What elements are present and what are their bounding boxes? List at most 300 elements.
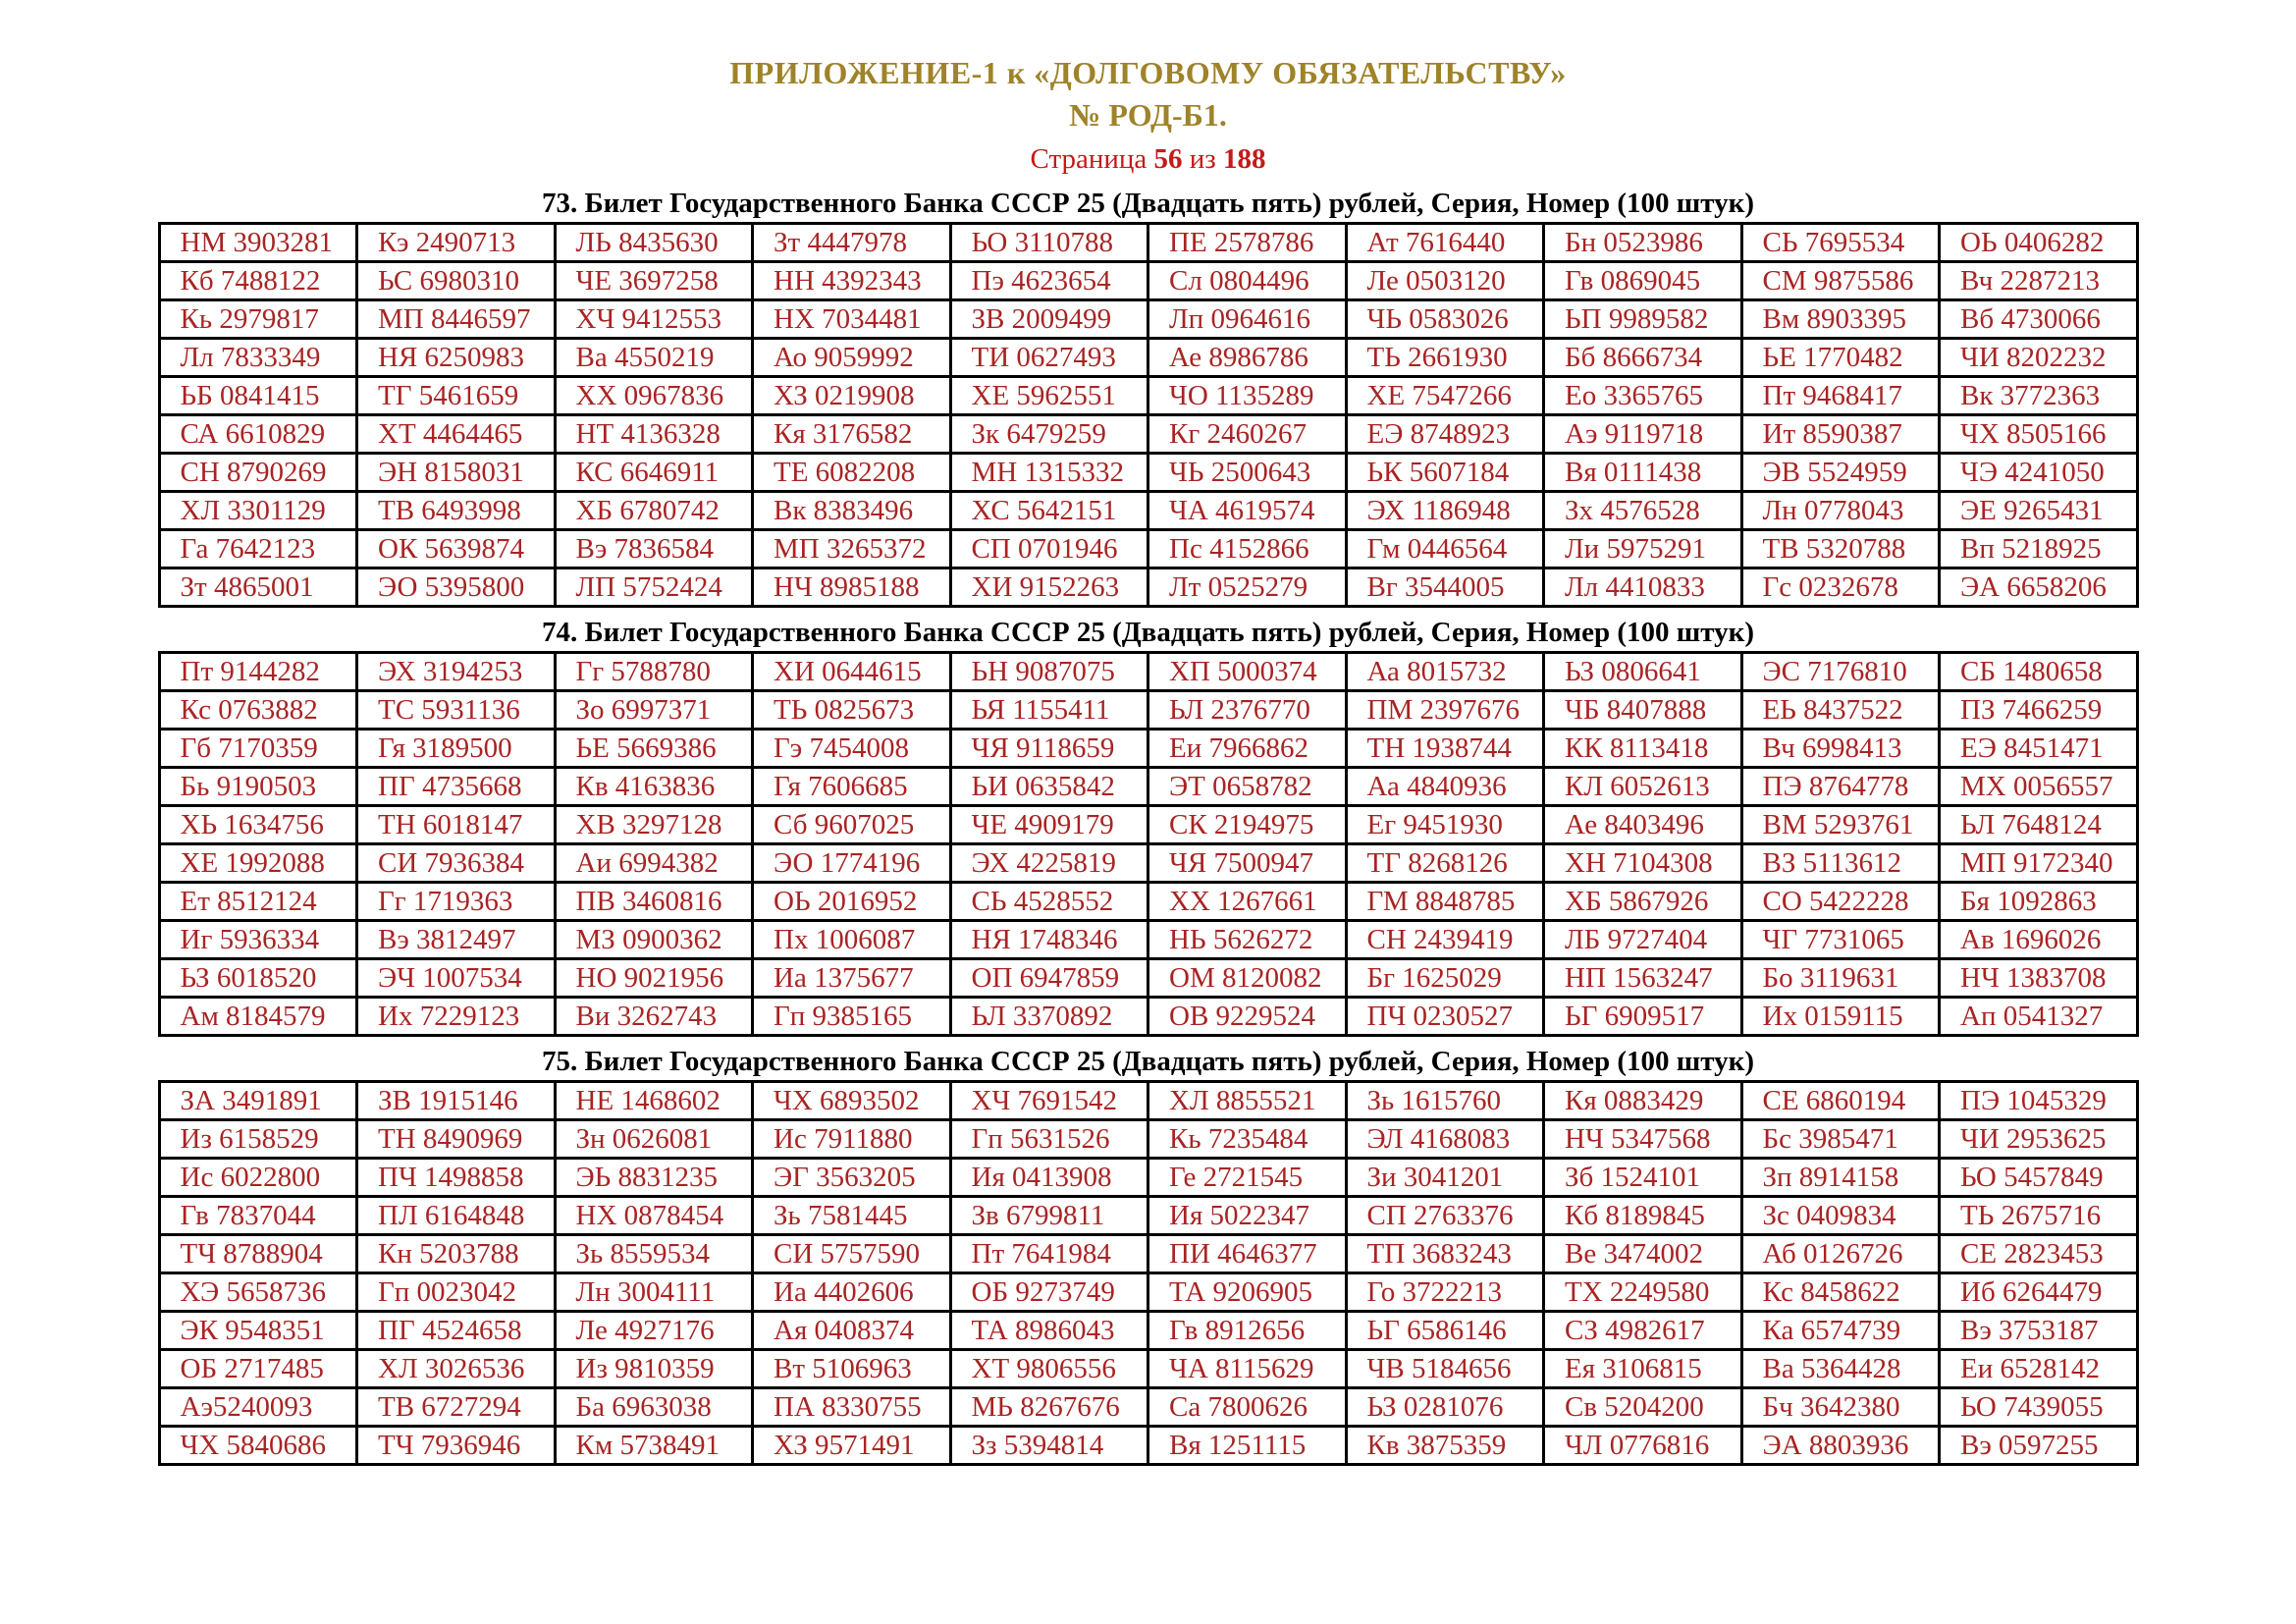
table-row	[159, 377, 2137, 415]
serial-cell: ТЬ 2661930	[1346, 339, 1544, 377]
serial-cell: ХЧ 9412553	[555, 300, 753, 339]
serial-cell: Гб 7170359	[159, 730, 357, 768]
serial-cell: Гм 0446564	[1346, 530, 1544, 568]
serial-cell: ТИ 0627493	[950, 339, 1148, 377]
table-row	[159, 691, 2137, 730]
serial-cell: Кб 7488122	[159, 262, 357, 300]
serial-cell: Бб 8666734	[1544, 339, 1742, 377]
table-row	[159, 806, 2137, 844]
serial-cell: ПЧ 0230527	[1346, 998, 1544, 1036]
serial-cell: ТВ 6493998	[357, 492, 556, 530]
table-row	[159, 454, 2137, 492]
serial-cell: ПЧ 1498858	[357, 1159, 556, 1197]
serial-cell: ЧХ 8505166	[1940, 415, 2138, 454]
serial-cell: Вм 8903395	[1741, 300, 1940, 339]
page-label: Страница	[1030, 143, 1148, 175]
serial-cell: Гв 0869045	[1544, 262, 1742, 300]
serial-cell: Бя 1092863	[1940, 883, 2138, 921]
table-row	[159, 653, 2137, 691]
serial-cell: КС 6646911	[555, 454, 753, 492]
serial-cell: Вя 0111438	[1544, 454, 1742, 492]
serial-cell: СМ 9875586	[1741, 262, 1940, 300]
serial-cell: Гя 7606685	[753, 768, 951, 806]
serial-cell: ЗА 3491891	[159, 1082, 357, 1120]
document-title: ПРИЛОЖЕНИЕ-1 к «ДОЛГОВОМУ ОБЯЗАТЕЛЬСТВУ»	[729, 55, 1567, 90]
serial-cell: Ис 6022800	[159, 1159, 357, 1197]
serial-cell: СЗ 4982617	[1544, 1312, 1742, 1350]
serial-cell: ЗВ 1915146	[357, 1082, 556, 1120]
serial-cell: Аа 8015732	[1346, 653, 1544, 691]
serial-cell: ХИ 0644615	[753, 653, 951, 691]
serial-cell: Вэ 3753187	[1940, 1312, 2138, 1350]
table-74-header: 74. Билет Государственного Банка СССР 25 (Двадцать пять) рублей, Серия, Номер (100 штук)	[541, 617, 1755, 648]
serial-cell: ПЭ 1045329	[1940, 1082, 2138, 1120]
serial-cell: ЭГ 3563205	[753, 1159, 951, 1197]
serial-cell: ЧХ 5840686	[159, 1427, 357, 1465]
serial-cell: ХН 7104308	[1544, 844, 1742, 883]
serial-cell: ХБ 6780742	[555, 492, 753, 530]
serial-cell: СИ 7936384	[357, 844, 556, 883]
serial-cell: Вк 8383496	[753, 492, 951, 530]
serial-cell: Аи 6994382	[555, 844, 753, 883]
serial-cell: НЬ 5626272	[1148, 921, 1347, 959]
serial-cell: ЧЬ 2500643	[1148, 454, 1347, 492]
serial-cell: Бч 3642380	[1741, 1388, 1940, 1427]
serial-cell: Вч 2287213	[1940, 262, 2138, 300]
serial-cell: Км 5738491	[555, 1427, 753, 1465]
serial-cell: Аэ 9119718	[1544, 415, 1742, 454]
serial-cell: ЕЭ 8451471	[1940, 730, 2138, 768]
serial-cell: ЬЛ 7648124	[1940, 806, 2138, 844]
serial-cell: Ео 3365765	[1544, 377, 1742, 415]
serial-cell: ТГ 5461659	[357, 377, 556, 415]
serial-cell: НЯ 1748346	[950, 921, 1148, 959]
serial-cell: Кв 4163836	[555, 768, 753, 806]
serial-cell: ЧЕ 4909179	[950, 806, 1148, 844]
serial-cell: НХ 7034481	[753, 300, 951, 339]
serial-cell: СА 6610829	[159, 415, 357, 454]
table-row	[159, 1120, 2137, 1159]
serial-cell: ЭО 1774196	[753, 844, 951, 883]
serial-cell: ХЕ 1992088	[159, 844, 357, 883]
serial-cell: Сб 9607025	[753, 806, 951, 844]
serial-cell: СН 2439419	[1346, 921, 1544, 959]
serial-cell: ЧГ 7731065	[1741, 921, 1940, 959]
serial-cell: Лл 4410833	[1544, 568, 1742, 607]
serial-cell: МЬ 8267676	[950, 1388, 1148, 1427]
table-row	[159, 730, 2137, 768]
table-row	[159, 959, 2137, 998]
serial-cell: ТВ 6727294	[357, 1388, 556, 1427]
serial-cell: Го 3722213	[1346, 1273, 1544, 1312]
serial-cell: ЬЗ 0281076	[1346, 1388, 1544, 1427]
serial-cell: Кв 3875359	[1346, 1427, 1544, 1465]
serial-cell: ТА 9206905	[1148, 1273, 1347, 1312]
serial-cell: Гг 5788780	[555, 653, 753, 691]
serial-cell: Гэ 7454008	[753, 730, 951, 768]
serial-cell: ОП 6947859	[950, 959, 1148, 998]
serial-cell: ЬО 5457849	[1940, 1159, 2138, 1197]
serial-cell: Гп 9385165	[753, 998, 951, 1036]
serial-cell: Гв 7837044	[159, 1197, 357, 1235]
serial-cell: ТН 1938744	[1346, 730, 1544, 768]
serial-cell: Га 7642123	[159, 530, 357, 568]
serial-cell: ХП 5000374	[1148, 653, 1347, 691]
serial-cell: Ге 2721545	[1148, 1159, 1347, 1197]
serial-cell: Ва 4550219	[555, 339, 753, 377]
serial-cell: ОЬ 2016952	[753, 883, 951, 921]
serial-cell: Гп 0023042	[357, 1273, 556, 1312]
serial-cell: ЬГ 6909517	[1544, 998, 1742, 1036]
table-row	[159, 768, 2137, 806]
serial-cell: Зв 6799811	[950, 1197, 1148, 1235]
serial-cell: НЧ 1383708	[1940, 959, 2138, 998]
serial-cell: ЧЯ 9118659	[950, 730, 1148, 768]
serial-cell: ЬЛ 3370892	[950, 998, 1148, 1036]
serial-cell: Из 6158529	[159, 1120, 357, 1159]
serial-cell: Кэ 2490713	[357, 224, 556, 262]
serial-cell: ХЕ 7547266	[1346, 377, 1544, 415]
serial-cell: НН 4392343	[753, 262, 951, 300]
serial-cell: СП 0701946	[950, 530, 1148, 568]
serial-cell: ОБ 2717485	[159, 1350, 357, 1388]
serial-cell: ХС 5642151	[950, 492, 1148, 530]
serial-cell: ХЭ 5658736	[159, 1273, 357, 1312]
serial-cell: ЬЗ 0806641	[1544, 653, 1742, 691]
serial-cell: ПЗ 7466259	[1940, 691, 2138, 730]
serial-cell: НЯ 6250983	[357, 339, 556, 377]
serial-cell: Иг 5936334	[159, 921, 357, 959]
serial-cell: ТА 8986043	[950, 1312, 1148, 1350]
serial-cell: ЬО 7439055	[1940, 1388, 2138, 1427]
serial-cell: ЬЛ 2376770	[1148, 691, 1347, 730]
serial-cell: ЧЛ 0776816	[1544, 1427, 1742, 1465]
serial-cell: ЧИ 8202232	[1940, 339, 2138, 377]
serial-cell: ЬК 5607184	[1346, 454, 1544, 492]
serial-cell: Вт 5106963	[753, 1350, 951, 1388]
serial-cell: ТС 5931136	[357, 691, 556, 730]
serial-cell: Иа 4402606	[753, 1273, 951, 1312]
serial-cell: ХИ 9152263	[950, 568, 1148, 607]
serial-cell: НО 9021956	[555, 959, 753, 998]
serial-cell: Зх 4576528	[1544, 492, 1742, 530]
serial-cell: МП 9172340	[1940, 844, 2138, 883]
table-row	[159, 1082, 2137, 1120]
serial-cell: Св 5204200	[1544, 1388, 1742, 1427]
serial-cell: МП 3265372	[753, 530, 951, 568]
serial-cell: СБ 1480658	[1940, 653, 2138, 691]
serial-cell: ТЕ 6082208	[753, 454, 951, 492]
serial-cell: НЕ 1468602	[555, 1082, 753, 1120]
serial-cell: ЧЬ 0583026	[1346, 300, 1544, 339]
serial-cell: ЗВ 2009499	[950, 300, 1148, 339]
serial-cell: Гв 8912656	[1148, 1312, 1347, 1350]
table-row	[159, 1197, 2137, 1235]
document-subtitle: № РОД-Б1.	[1069, 97, 1227, 133]
table-row	[159, 492, 2137, 530]
serial-cell: КЛ 6052613	[1544, 768, 1742, 806]
serial-cell: Пт 9144282	[159, 653, 357, 691]
table-73-header: 73. Билет Государственного Банка СССР 25 (Двадцать пять) рублей, Серия, Номер (100 штук)	[541, 188, 1755, 219]
serial-cell: ХЬ 1634756	[159, 806, 357, 844]
serial-cell: ЕЭ 8748923	[1346, 415, 1544, 454]
serial-cell: МХ 0056557	[1940, 768, 2138, 806]
serial-cell: МН 1315332	[950, 454, 1148, 492]
serial-cell: Ао 9059992	[753, 339, 951, 377]
table-row	[159, 530, 2137, 568]
serial-cell: Гя 3189500	[357, 730, 556, 768]
serial-cell: Ис 7911880	[753, 1120, 951, 1159]
serial-cell: Зо 6997371	[555, 691, 753, 730]
serial-cell: ХЧ 7691542	[950, 1082, 1148, 1120]
serial-cell: ЭЕ 9265431	[1940, 492, 2138, 530]
serial-cell: Пэ 4623654	[950, 262, 1148, 300]
serial-cell: Иб 6264479	[1940, 1273, 2138, 1312]
serial-cell: Ия 0413908	[950, 1159, 1148, 1197]
serial-cell: ПМ 2397676	[1346, 691, 1544, 730]
serial-cell: ТЧ 7936946	[357, 1427, 556, 1465]
serial-cell: Зз 5394814	[950, 1427, 1148, 1465]
serial-cell: Ли 5975291	[1544, 530, 1742, 568]
serial-cell: Еи 6528142	[1940, 1350, 2138, 1388]
page-current-number: 56	[1153, 143, 1183, 175]
serial-cell: ТЬ 2675716	[1940, 1197, 2138, 1235]
serial-cell: ВЗ 5113612	[1741, 844, 1940, 883]
serial-cell: Кь 2979817	[159, 300, 357, 339]
table-row	[159, 1159, 2137, 1197]
serial-cell: ОК 5639874	[357, 530, 556, 568]
table-row	[159, 1350, 2137, 1388]
serial-cell: Еи 7966862	[1148, 730, 1347, 768]
serial-cell: ЭС 7176810	[1741, 653, 1940, 691]
serial-cell: ХЗ 0219908	[753, 377, 951, 415]
serial-cell: СЕ 2823453	[1940, 1235, 2138, 1273]
serial-cell: Зб 1524101	[1544, 1159, 1742, 1197]
serial-table-75	[158, 1080, 2139, 1466]
serial-cell: ТП 3683243	[1346, 1235, 1544, 1273]
serial-cell: Вп 5218925	[1940, 530, 2138, 568]
serial-cell: Пт 9468417	[1741, 377, 1940, 415]
table-row	[159, 883, 2137, 921]
serial-cell: Гс 0232678	[1741, 568, 1940, 607]
serial-table-73	[158, 222, 2139, 608]
serial-cell: ЬЯ 1155411	[950, 691, 1148, 730]
serial-cell: Зн 0626081	[555, 1120, 753, 1159]
serial-cell: ХЛ 8855521	[1148, 1082, 1347, 1120]
serial-cell: ЭЬ 8831235	[555, 1159, 753, 1197]
serial-cell: НП 1563247	[1544, 959, 1742, 998]
serial-cell: ЧЭ 4241050	[1940, 454, 2138, 492]
serial-cell: ЧЯ 7500947	[1148, 844, 1347, 883]
serial-cell: Ба 6963038	[555, 1388, 753, 1427]
serial-cell: ЬП 9989582	[1544, 300, 1742, 339]
serial-cell: НМ 3903281	[159, 224, 357, 262]
serial-cell: ЭЧ 1007534	[357, 959, 556, 998]
serial-cell: ПЭ 8764778	[1741, 768, 1940, 806]
serial-cell: Гп 5631526	[950, 1120, 1148, 1159]
serial-cell: ЬЗ 6018520	[159, 959, 357, 998]
serial-cell: ТГ 8268126	[1346, 844, 1544, 883]
serial-cell: ТН 8490969	[357, 1120, 556, 1159]
serial-cell: Зс 0409834	[1741, 1197, 1940, 1235]
serial-cell: Вэ 0597255	[1940, 1427, 2138, 1465]
serial-cell: ОМ 8120082	[1148, 959, 1347, 998]
serial-cell: Кс 0763882	[159, 691, 357, 730]
serial-cell: ПЛ 6164848	[357, 1197, 556, 1235]
serial-cell: Из 9810359	[555, 1350, 753, 1388]
serial-cell: ОВ 9229524	[1148, 998, 1347, 1036]
page-indicator	[0, 142, 2296, 176]
serial-cell: Лн 3004111	[555, 1273, 753, 1312]
serial-cell: Кя 3176582	[753, 415, 951, 454]
serial-cell: ЧА 4619574	[1148, 492, 1347, 530]
serial-cell: Кг 2460267	[1148, 415, 1347, 454]
serial-cell: ХХ 1267661	[1148, 883, 1347, 921]
serial-cell: Пт 7641984	[950, 1235, 1148, 1273]
table-row	[159, 1312, 2137, 1350]
table-row	[159, 844, 2137, 883]
serial-cell: Ве 3474002	[1544, 1235, 1742, 1273]
serial-cell: ЬС 6980310	[357, 262, 556, 300]
serial-cell: Ап 0541327	[1940, 998, 2138, 1036]
serial-cell: Са 7800626	[1148, 1388, 1347, 1427]
serial-cell: НЧ 5347568	[1544, 1120, 1742, 1159]
serial-cell: Ва 5364428	[1741, 1350, 1940, 1388]
serial-cell: ПЕ 2578786	[1148, 224, 1347, 262]
serial-cell: Ам 8184579	[159, 998, 357, 1036]
serial-cell: Ав 1696026	[1940, 921, 2138, 959]
serial-cell: ХЕ 5962551	[950, 377, 1148, 415]
serial-cell: ОЬ 0406282	[1940, 224, 2138, 262]
serial-cell: Их 7229123	[357, 998, 556, 1036]
serial-cell: Зь 1615760	[1346, 1082, 1544, 1120]
table-75-header: 75. Билет Государственного Банка СССР 25 (Двадцать пять) рублей, Серия, Номер (100 штук)	[541, 1046, 1755, 1077]
serial-cell: НЧ 8985188	[753, 568, 951, 607]
serial-cell: ЧВ 5184656	[1346, 1350, 1544, 1388]
serial-cell: Зп 8914158	[1741, 1159, 1940, 1197]
serial-cell: ЭТ 0658782	[1148, 768, 1347, 806]
serial-cell: КК 8113418	[1544, 730, 1742, 768]
serial-cell: Гг 1719363	[357, 883, 556, 921]
page-total-number: 188	[1223, 143, 1266, 175]
serial-cell: ЧБ 8407888	[1544, 691, 1742, 730]
serial-cell: Ет 8512124	[159, 883, 357, 921]
serial-cell: ЛБ 9727404	[1544, 921, 1742, 959]
serial-cell: ХЗ 9571491	[753, 1427, 951, 1465]
serial-cell: ВМ 5293761	[1741, 806, 1940, 844]
serial-cell: ЛЬ 8435630	[555, 224, 753, 262]
serial-table-74	[158, 651, 2139, 1037]
serial-cell: СИ 5757590	[753, 1235, 951, 1273]
serial-cell: ЭН 8158031	[357, 454, 556, 492]
serial-cell: Бн 0523986	[1544, 224, 1742, 262]
serial-cell: ОБ 9273749	[950, 1273, 1148, 1312]
serial-cell: ЬО 3110788	[950, 224, 1148, 262]
serial-cell: Ея 3106815	[1544, 1350, 1742, 1388]
serial-cell: Иа 1375677	[753, 959, 951, 998]
serial-cell: ЭЛ 4168083	[1346, 1120, 1544, 1159]
serial-cell: НХ 0878454	[555, 1197, 753, 1235]
serial-cell: ЬЕ 1770482	[1741, 339, 1940, 377]
serial-cell: ПИ 4646377	[1148, 1235, 1347, 1273]
table-row	[159, 339, 2137, 377]
serial-cell: ЭХ 1186948	[1346, 492, 1544, 530]
serial-cell: Вг 3544005	[1346, 568, 1544, 607]
serial-cell: Зт 4865001	[159, 568, 357, 607]
serial-cell: ХХ 0967836	[555, 377, 753, 415]
serial-cell: Лт 0525279	[1148, 568, 1347, 607]
serial-cell: ТН 6018147	[357, 806, 556, 844]
serial-cell: ЭО 5395800	[357, 568, 556, 607]
serial-cell: Ег 9451930	[1346, 806, 1544, 844]
serial-cell: Вч 6998413	[1741, 730, 1940, 768]
serial-cell: ХБ 5867926	[1544, 883, 1742, 921]
serial-cell: Сл 0804496	[1148, 262, 1347, 300]
serial-cell: Зь 7581445	[753, 1197, 951, 1235]
serial-cell: ПВ 3460816	[555, 883, 753, 921]
serial-cell: ЬЕ 5669386	[555, 730, 753, 768]
table-row	[159, 415, 2137, 454]
serial-cell: Лл 7833349	[159, 339, 357, 377]
serial-cell: ЬГ 6586146	[1346, 1312, 1544, 1350]
serial-cell: СН 8790269	[159, 454, 357, 492]
table-row	[159, 998, 2137, 1036]
serial-cell: Бс 3985471	[1741, 1120, 1940, 1159]
serial-cell: Пс 4152866	[1148, 530, 1347, 568]
serial-cell: ЭА 8803936	[1741, 1427, 1940, 1465]
serial-cell: ЭХ 3194253	[357, 653, 556, 691]
serial-cell: ПГ 4524658	[357, 1312, 556, 1350]
serial-cell: Бо 3119631	[1741, 959, 1940, 998]
serial-cell: ЛП 5752424	[555, 568, 753, 607]
serial-cell: Ае 8986786	[1148, 339, 1347, 377]
serial-cell: ПА 8330755	[753, 1388, 951, 1427]
serial-cell: ЭХ 4225819	[950, 844, 1148, 883]
serial-cell: Вэ 7836584	[555, 530, 753, 568]
serial-cell: ХТ 9806556	[950, 1350, 1148, 1388]
serial-cell: Кб 8189845	[1544, 1197, 1742, 1235]
serial-cell: Зь 8559534	[555, 1235, 753, 1273]
serial-cell: Аэ5240093	[159, 1388, 357, 1427]
serial-cell: ТВ 5320788	[1741, 530, 1940, 568]
serial-cell: СО 5422228	[1741, 883, 1940, 921]
serial-cell: Ка 6574739	[1741, 1312, 1940, 1350]
serial-cell: ЧИ 2953625	[1940, 1120, 2138, 1159]
table-row	[159, 1273, 2137, 1312]
serial-cell: Вб 4730066	[1940, 300, 2138, 339]
table-row	[159, 568, 2137, 607]
serial-cell: ЬН 9087075	[950, 653, 1148, 691]
serial-cell: Вк 3772363	[1940, 377, 2138, 415]
serial-cell: Ия 5022347	[1148, 1197, 1347, 1235]
serial-cell: Кн 5203788	[357, 1235, 556, 1273]
serial-cell: Ае 8403496	[1544, 806, 1742, 844]
serial-cell: ХЛ 3301129	[159, 492, 357, 530]
table-row	[159, 921, 2137, 959]
serial-cell: ГМ 8848785	[1346, 883, 1544, 921]
serial-cell: Зк 6479259	[950, 415, 1148, 454]
serial-cell: ЭА 6658206	[1940, 568, 2138, 607]
serial-cell: Их 0159115	[1741, 998, 1940, 1036]
serial-cell: Бь 9190503	[159, 768, 357, 806]
serial-cell: ЬБ 0841415	[159, 377, 357, 415]
serial-cell: СЬ 4528552	[950, 883, 1148, 921]
serial-cell: ЧО 1135289	[1148, 377, 1347, 415]
serial-cell: ТХ 2249580	[1544, 1273, 1742, 1312]
table-row	[159, 262, 2137, 300]
serial-cell: Ви 3262743	[555, 998, 753, 1036]
table-row	[159, 1427, 2137, 1465]
